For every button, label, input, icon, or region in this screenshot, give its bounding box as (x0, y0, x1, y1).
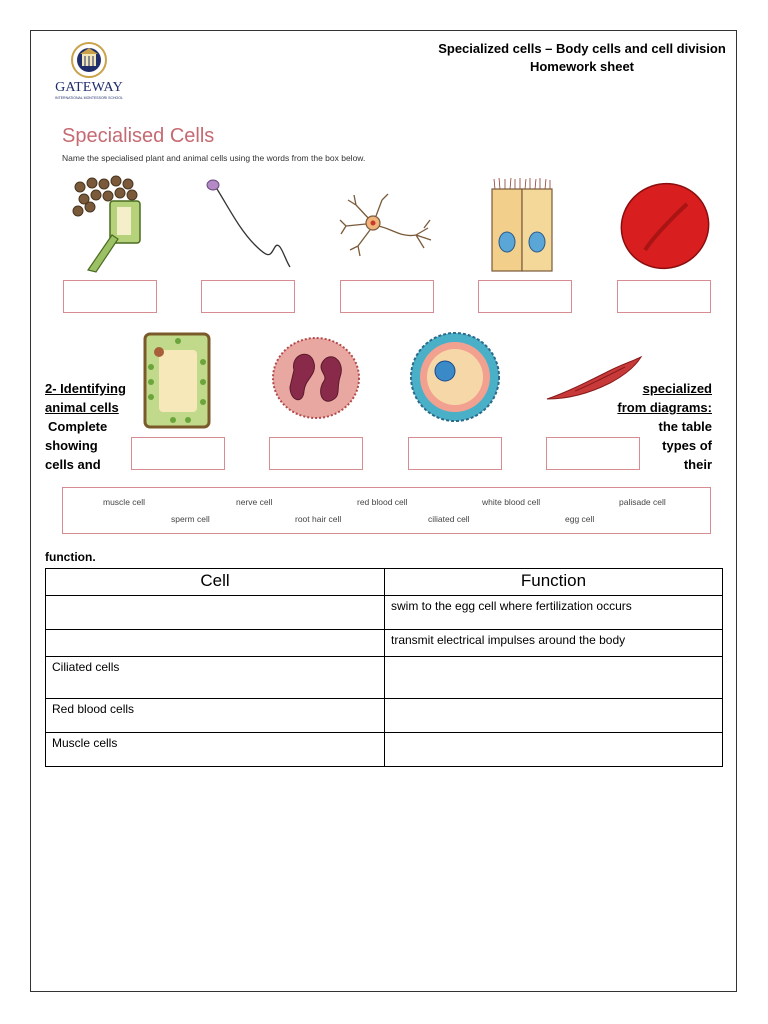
sperm-cell-icon (200, 175, 295, 270)
word-bank-item: ciliated cell (428, 514, 470, 524)
table-row (46, 733, 723, 767)
header-title-line2: Homework sheet (529, 59, 635, 74)
answer-box-7[interactable] (269, 437, 363, 470)
section2-right-line: from diagrams: (617, 400, 712, 415)
table-row (46, 596, 723, 630)
table-cell-name[interactable]: Ciliated cells (46, 657, 385, 699)
table-cell-function[interactable]: swim to the egg cell where fertilization occurs (385, 596, 723, 630)
word-bank-item: muscle cell (103, 497, 146, 507)
section2-left-line: animal cells (45, 400, 119, 415)
school-crest-icon (48, 40, 130, 80)
answer-box-2[interactable] (201, 280, 295, 313)
worksheet-instructions: Name the specialised plant and animal cells using the words from the box below. (62, 153, 366, 163)
word-bank (62, 487, 711, 534)
word-bank-item: white blood cell (482, 497, 541, 507)
section2-left-line: cells and (45, 457, 101, 472)
function-continuation-text: function. (45, 550, 96, 564)
section2-right-line: types of (662, 438, 712, 453)
table-cell-function[interactable] (385, 733, 723, 767)
table-row (46, 630, 723, 657)
table-row (46, 699, 723, 733)
table-header-function: Function (385, 569, 723, 596)
egg-cell-icon (407, 331, 503, 424)
school-logo (48, 40, 130, 104)
root-hair-cell-icon (70, 175, 150, 275)
logo-text: GATEWAY (55, 80, 123, 95)
table-header-cell: Cell (46, 569, 385, 596)
table-header-row (46, 569, 723, 596)
word-bank-item: nerve cell (236, 497, 273, 507)
table-cell-name[interactable] (46, 630, 385, 657)
table-cell-function[interactable]: transmit electrical impulses around the body (385, 630, 723, 657)
word-bank-item: sperm cell (171, 514, 210, 524)
section2-right-line: specialized (642, 381, 712, 396)
section2-left-line: 2- Identifying (45, 381, 126, 396)
table-cell-name[interactable]: Muscle cells (46, 733, 385, 767)
worksheet-title: Specialised Cells (62, 125, 215, 147)
section2-right-line: the table (658, 419, 712, 434)
logo-subtext: INTERNATIONAL MONTESSORI SCHOOL (55, 96, 123, 100)
answer-box-1[interactable] (63, 280, 157, 313)
section2-right-line: their (683, 457, 712, 472)
section2-right-text (600, 379, 712, 474)
table-cell-function[interactable] (385, 657, 723, 699)
answer-box-3[interactable] (340, 280, 434, 313)
cell-function-table (45, 568, 723, 767)
section2-left-line: Complete (48, 419, 108, 434)
red-blood-cell-icon (615, 180, 715, 272)
word-bank-item: egg cell (565, 514, 595, 524)
word-bank-item: palisade cell (619, 497, 666, 507)
palisade-cell-icon (143, 332, 211, 429)
table-cell-name[interactable] (46, 596, 385, 630)
answer-box-4[interactable] (478, 280, 572, 313)
table-cell-name[interactable]: Red blood cells (46, 699, 385, 733)
white-blood-cell-icon (270, 335, 362, 421)
table-cell-function[interactable] (385, 699, 723, 733)
word-bank-item: red blood cell (357, 497, 408, 507)
answer-box-8[interactable] (408, 437, 502, 470)
answer-box-6[interactable] (131, 437, 225, 470)
ciliated-cell-icon (490, 177, 555, 274)
nerve-cell-icon (336, 190, 436, 260)
header-title-line1: Specialized cells – Body cells and cell division (438, 41, 726, 56)
table-row (46, 657, 723, 699)
word-bank-item: root hair cell (295, 514, 342, 524)
answer-box-5[interactable] (617, 280, 711, 313)
header-title (420, 40, 744, 76)
section2-left-line: showing (45, 438, 98, 453)
section2-left-text (45, 379, 126, 474)
